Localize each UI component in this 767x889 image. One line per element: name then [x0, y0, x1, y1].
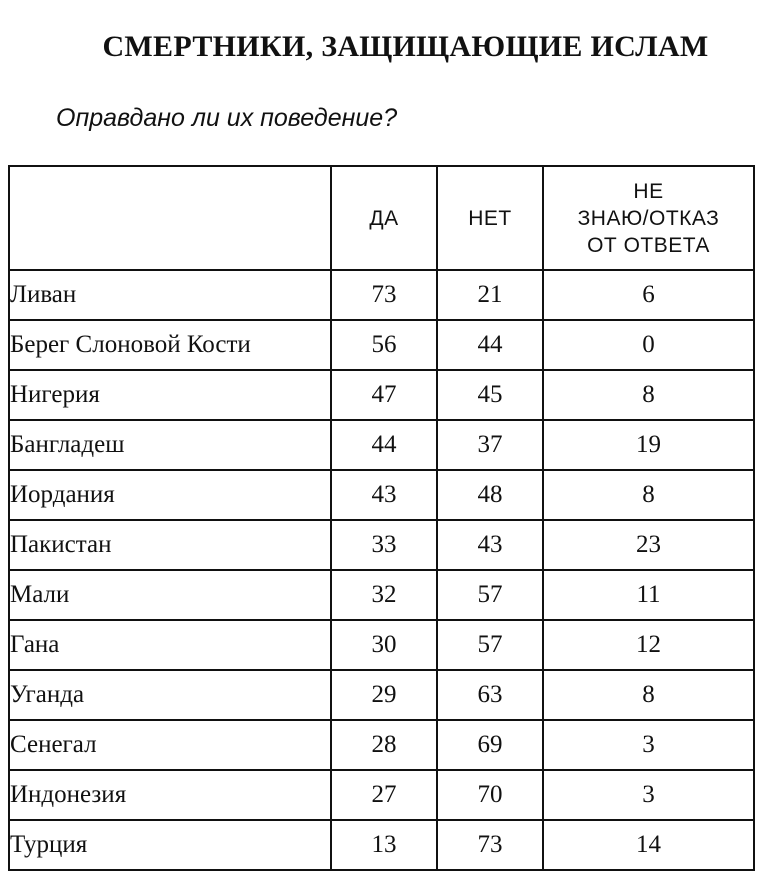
- header-yes: ДА: [331, 166, 437, 270]
- yes-cell: 43: [331, 470, 437, 520]
- survey-table: [8, 165, 755, 871]
- yes-cell: 29: [331, 670, 437, 720]
- table-row: [9, 670, 754, 720]
- country-cell: Уганда: [9, 670, 331, 720]
- yes-cell: 13: [331, 820, 437, 870]
- country-cell: Гана: [9, 620, 331, 670]
- table-row: [9, 770, 754, 820]
- no-cell: 57: [437, 620, 543, 670]
- no-cell: 70: [437, 770, 543, 820]
- no-cell: 57: [437, 570, 543, 620]
- yes-cell: 47: [331, 370, 437, 420]
- table-row: [9, 370, 754, 420]
- country-cell: Берег Слоновой Кости: [9, 320, 331, 370]
- table-row: [9, 470, 754, 520]
- yes-cell: 28: [331, 720, 437, 770]
- table-row: [9, 520, 754, 570]
- table-header-row: [9, 166, 754, 270]
- dont-know-cell: 3: [543, 720, 754, 770]
- country-cell: Сенегал: [9, 720, 331, 770]
- header-dont-know-line-3: ОТ ОТВЕТА: [587, 233, 710, 257]
- yes-cell: 44: [331, 420, 437, 470]
- country-cell: Пакистан: [9, 520, 331, 570]
- header-dont-know-line-1: НЕ: [633, 179, 664, 203]
- dont-know-cell: 8: [543, 670, 754, 720]
- table-row: [9, 820, 754, 870]
- dont-know-cell: 19: [543, 420, 754, 470]
- no-cell: 21: [437, 270, 543, 320]
- dont-know-cell: 8: [543, 470, 754, 520]
- country-cell: Нигерия: [9, 370, 331, 420]
- header-no: НЕТ: [437, 166, 543, 270]
- dont-know-cell: 3: [543, 770, 754, 820]
- yes-cell: 33: [331, 520, 437, 570]
- table-row: [9, 720, 754, 770]
- yes-cell: 56: [331, 320, 437, 370]
- no-cell: 43: [437, 520, 543, 570]
- no-cell: 44: [437, 320, 543, 370]
- header-dont-know-line-2: ЗНАЮ/ОТКАЗ: [577, 206, 720, 230]
- dont-know-cell: 23: [543, 520, 754, 570]
- table-row: [9, 570, 754, 620]
- country-cell: Бангладеш: [9, 420, 331, 470]
- yes-cell: 73: [331, 270, 437, 320]
- country-cell: Мали: [9, 570, 331, 620]
- header-country: [9, 166, 331, 270]
- dont-know-cell: 0: [543, 320, 754, 370]
- yes-cell: 32: [331, 570, 437, 620]
- no-cell: 73: [437, 820, 543, 870]
- yes-cell: 30: [331, 620, 437, 670]
- dont-know-cell: 6: [543, 270, 754, 320]
- country-cell: Индонезия: [9, 770, 331, 820]
- no-cell: 48: [437, 470, 543, 520]
- table-row: [9, 270, 754, 320]
- table-row: [9, 620, 754, 670]
- country-cell: Ливан: [9, 270, 331, 320]
- header-dont-know: [543, 166, 754, 270]
- country-cell: Иордания: [9, 470, 331, 520]
- page-title: СМЕРТНИКИ, ЗАЩИЩАЮЩИЕ ИСЛАМ: [102, 30, 709, 63]
- no-cell: 63: [437, 670, 543, 720]
- no-cell: 37: [437, 420, 543, 470]
- no-cell: 45: [437, 370, 543, 420]
- dont-know-cell: 14: [543, 820, 754, 870]
- table-subtitle: Оправдано ли их поведение?: [56, 104, 398, 132]
- no-cell: 69: [437, 720, 543, 770]
- dont-know-cell: 8: [543, 370, 754, 420]
- dont-know-cell: 12: [543, 620, 754, 670]
- table-row: [9, 320, 754, 370]
- dont-know-cell: 11: [543, 570, 754, 620]
- table-row: [9, 420, 754, 470]
- yes-cell: 27: [331, 770, 437, 820]
- country-cell: Турция: [9, 820, 331, 870]
